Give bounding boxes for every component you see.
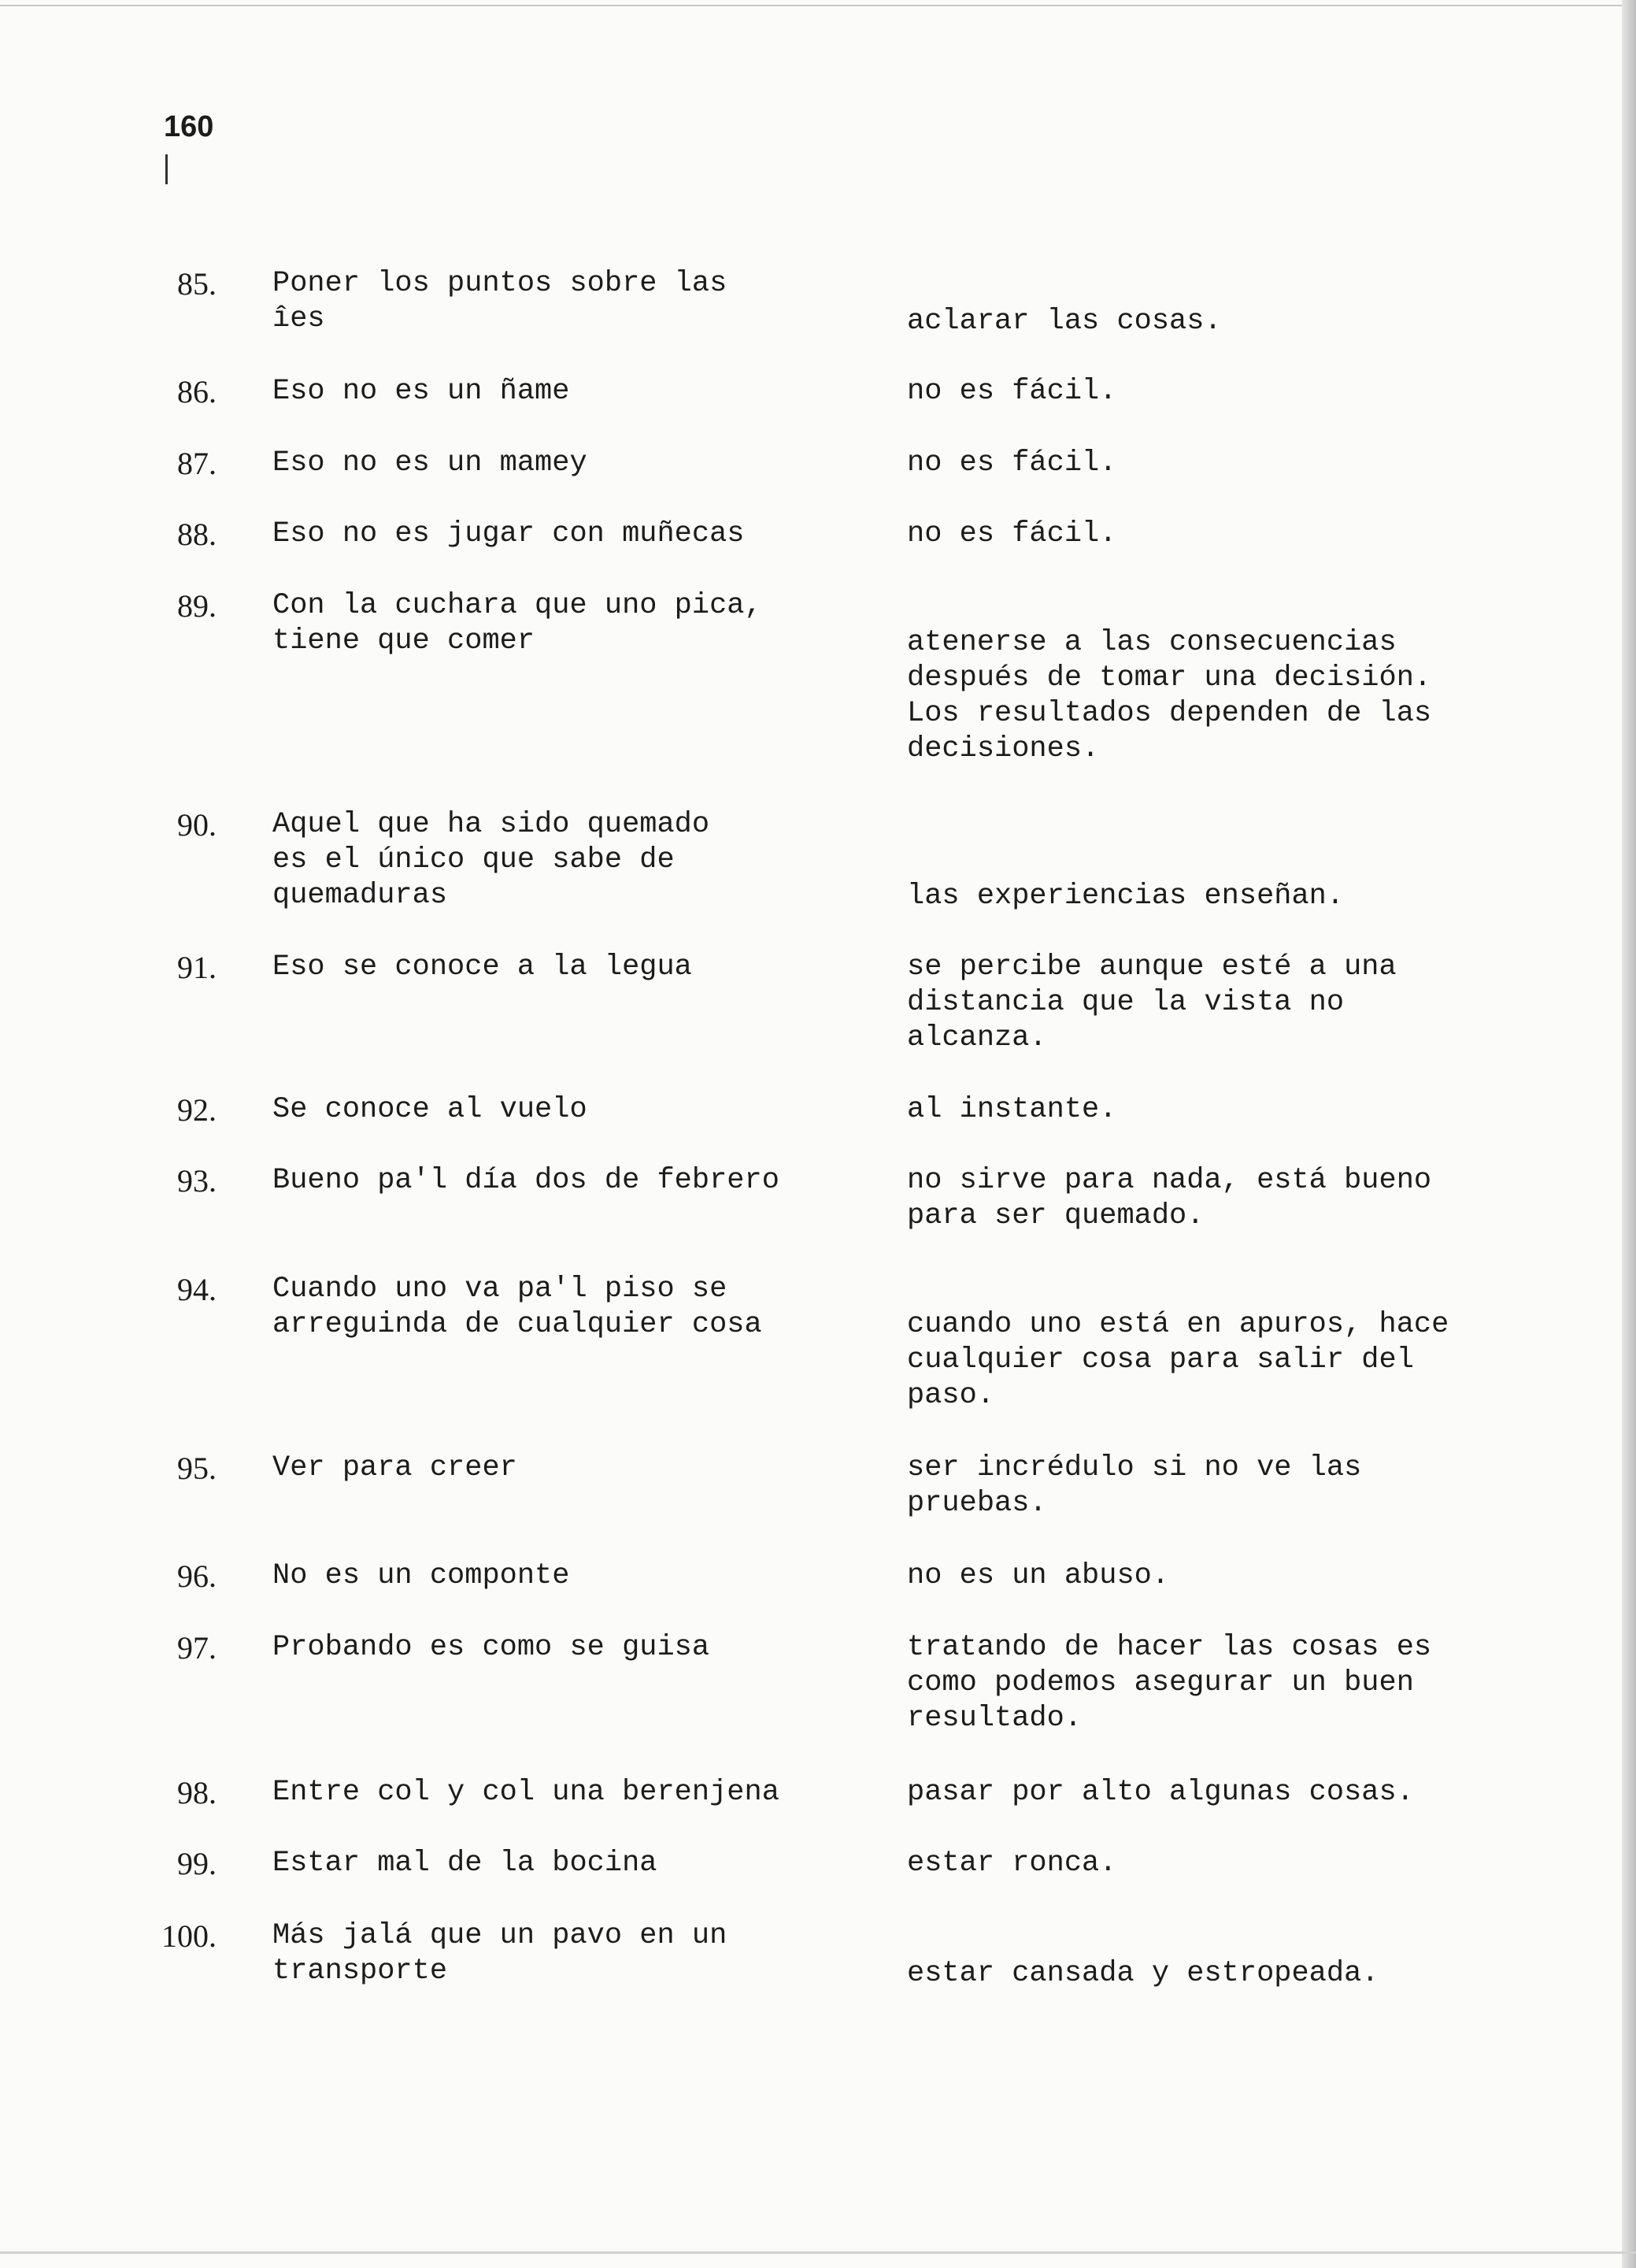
entry-meaning: atenerse a las consecuencias después de tomar una decisión. Los resultados dependen de las decisiones.: [907, 626, 1432, 765]
entry-number: 91.: [177, 950, 217, 985]
entry-phrase: Con la cuchara que uno pica, tiene que comer: [272, 589, 762, 658]
entry-number: 92.: [177, 1092, 217, 1128]
entry-phrase: Probando es como se guisa: [272, 1631, 710, 1664]
entry-meaning: no es un abuso.: [907, 1559, 1170, 1592]
entry-meaning: al instante.: [907, 1093, 1117, 1126]
entry-meaning: no sirve para nada, está bueno para ser quemado.: [907, 1164, 1432, 1232]
entry-number: 89.: [177, 588, 217, 624]
entry-meaning: pasar por alto algunas cosas.: [907, 1776, 1414, 1809]
entry-phrase: Poner los puntos sobre las îes: [272, 267, 727, 335]
entry-number: 94.: [177, 1272, 217, 1307]
entry-number: 87.: [177, 446, 217, 481]
entry-number: 97.: [177, 1630, 217, 1666]
scan-edge-shadow: [1622, 0, 1636, 2268]
entry-number: 99.: [177, 1846, 217, 1881]
entry-number: 93.: [177, 1163, 217, 1199]
top-edge-rule: [0, 5, 1636, 6]
entry-phrase: Ver para creer: [272, 1451, 517, 1484]
entry-number: 96.: [177, 1558, 217, 1594]
page-number: 160: [164, 110, 214, 143]
entry-number: 85.: [177, 266, 217, 302]
entry-phrase: No es un componte: [272, 1559, 570, 1592]
entry-meaning: ser incrédulo si no ve las pruebas.: [907, 1451, 1362, 1520]
entry-meaning: tratando de hacer las cosas es como podemos asegurar un buen resultado.: [907, 1631, 1432, 1735]
entry-phrase: Estar mal de la bocina: [272, 1847, 657, 1880]
entry-meaning: cuando uno está en apuros, hace cualquier cosa para salir del paso.: [907, 1308, 1449, 1412]
entry-meaning: no es fácil.: [907, 517, 1117, 550]
entry-phrase: Bueno pa'l día dos de febrero: [272, 1164, 779, 1197]
entry-phrase: Cuando uno va pa'l piso se arreguinda de cualquier cosa: [272, 1273, 762, 1341]
entry-phrase: Entre col y col una berenjena: [272, 1776, 779, 1809]
entry-phrase: Eso no es un ñame: [272, 375, 570, 408]
entry-phrase: Eso se conoce a la legua: [272, 951, 692, 984]
entry-meaning: estar cansada y estropeada.: [907, 1957, 1379, 1990]
entry-phrase: Aquel que ha sido quemado es el único que sabe de quemaduras: [272, 808, 710, 912]
entry-number: 90.: [177, 807, 217, 843]
entry-meaning: no es fácil.: [907, 375, 1117, 408]
entry-phrase: Eso no es un mamey: [272, 447, 587, 480]
margin-mark: [165, 154, 168, 184]
entry-phrase: Se conoce al vuelo: [272, 1093, 587, 1126]
bottom-edge-rule: [0, 2251, 1636, 2254]
entry-number: 86.: [177, 374, 217, 410]
entry-number: 98.: [177, 1775, 217, 1810]
entry-meaning: las experiencias enseñan.: [907, 880, 1345, 913]
entry-meaning: aclarar las cosas.: [907, 305, 1222, 338]
entry-phrase: Más jalá que un pavo en un transporte: [272, 1919, 727, 1988]
entry-meaning: no es fácil.: [907, 447, 1117, 480]
entry-phrase: Eso no es jugar con muñecas: [272, 517, 745, 550]
entry-meaning: estar ronca.: [907, 1847, 1117, 1880]
entry-number: 88.: [177, 517, 217, 552]
entry-meaning: se percibe aunque esté a una distancia que la vista no alcanza.: [907, 951, 1397, 1054]
entry-number: 95.: [177, 1451, 217, 1486]
entry-number: 100.: [161, 1918, 217, 1954]
